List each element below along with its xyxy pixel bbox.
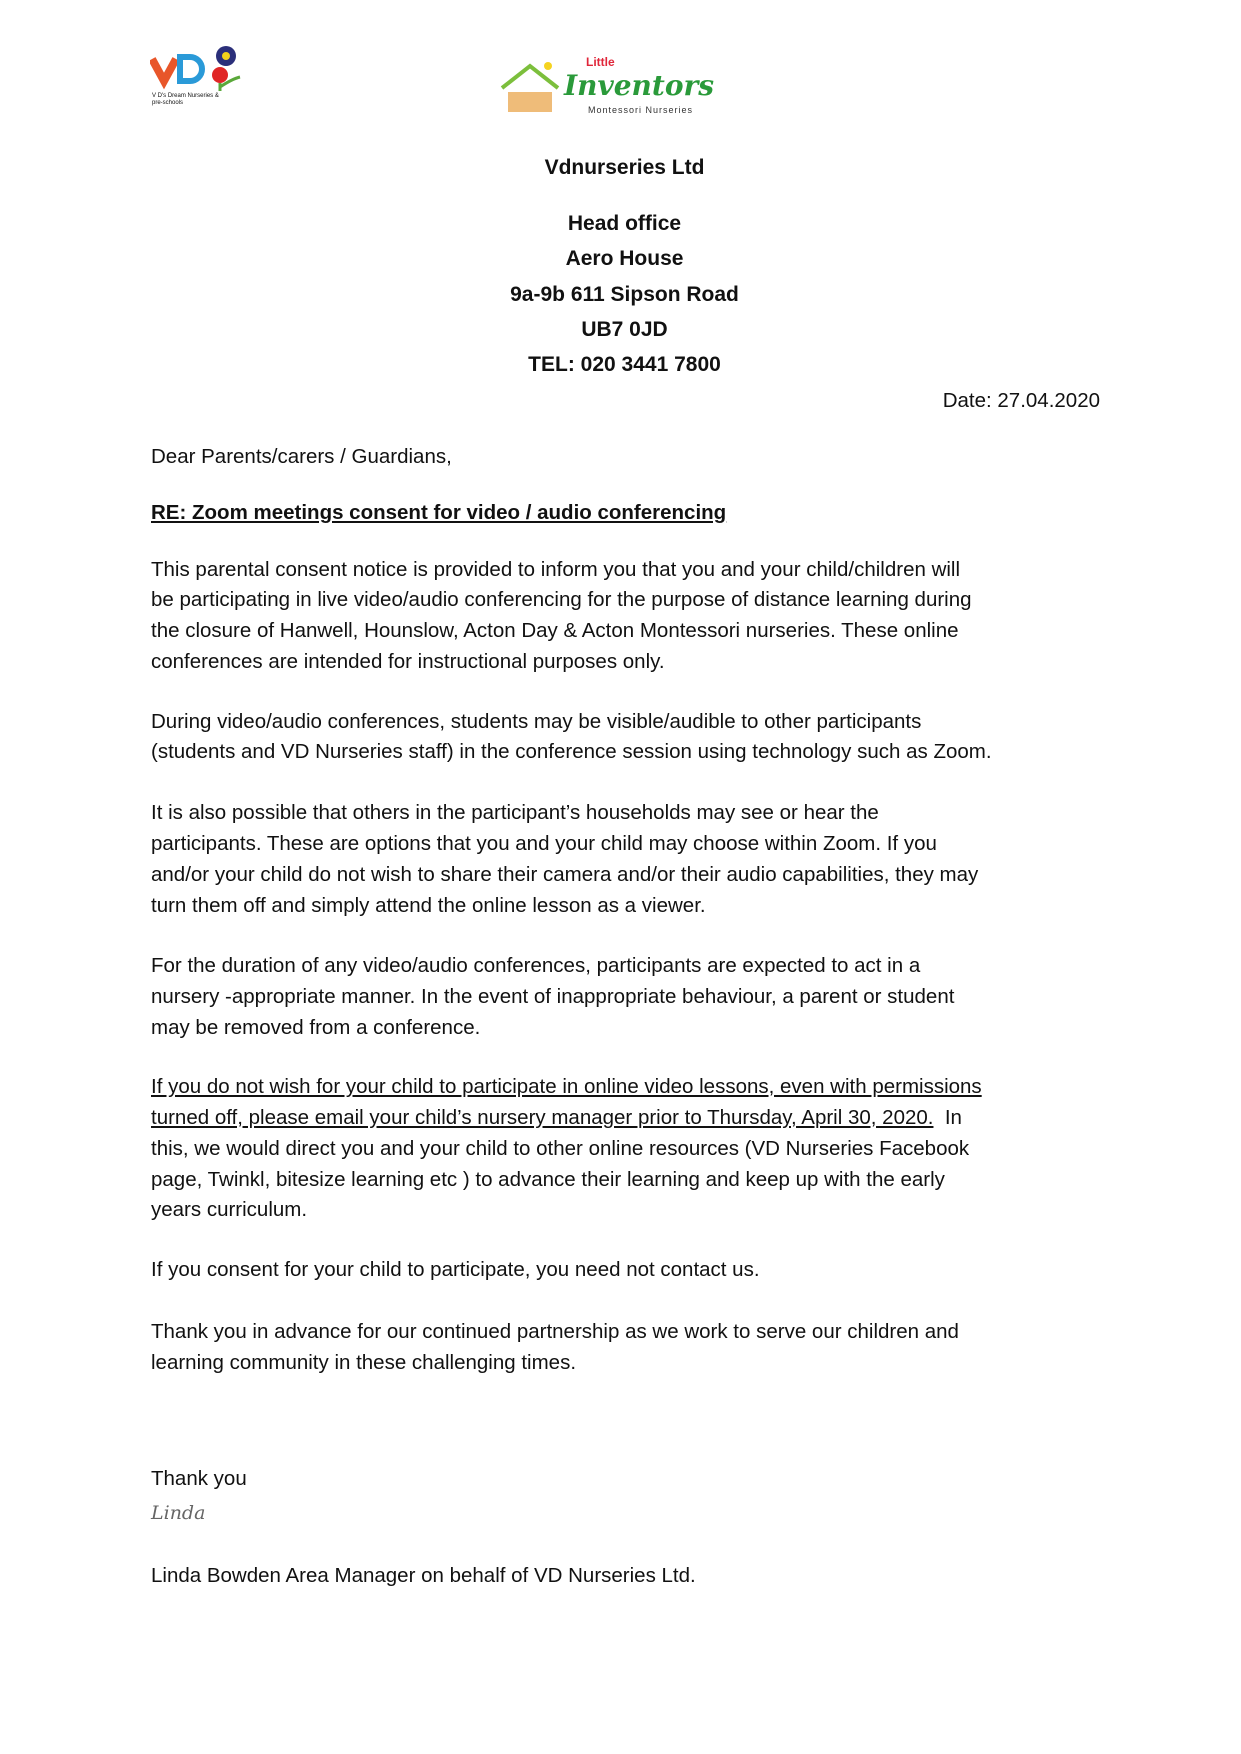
paragraph-line: It is also possible that others in the participant’s households may see or hear the — [151, 801, 879, 824]
paragraph-line: This parental consent notice is provided to inform you that you and your child/children will — [151, 558, 961, 581]
company-name: Vdnurseries Ltd — [544, 156, 705, 179]
logo-little: Little — [586, 55, 615, 69]
paragraph-line: (students and VD Nurseries staff) in the conference session using technology such as Zoom. — [151, 740, 992, 763]
address-line: Head office — [567, 212, 682, 235]
vd-nurseries-logo — [150, 45, 250, 110]
paragraph-line — [151, 1105, 962, 1131]
signature: Linda — [151, 1502, 206, 1524]
vd-logo-text: V D's Dream Nurseries & pre-schools — [152, 93, 219, 106]
paragraph-line: learning community in these challenging times. — [151, 1351, 577, 1374]
logo-montessori: Montessori Nurseries — [588, 105, 694, 115]
paragraph-line: turn them off and simply attend the online lesson as a viewer. — [151, 894, 706, 917]
paragraph-text: In — [933, 1106, 962, 1129]
paragraph-line: participants. These are options that you and your child may choose within Zoom. If you — [151, 832, 937, 855]
house-icon — [500, 60, 560, 115]
phone: TEL: 020 3441 7800 — [528, 353, 721, 376]
paragraph-line: this, we would direct you and your child to other online resources (VD Nurseries Facebook — [151, 1137, 970, 1160]
address-line: Aero House — [565, 247, 684, 270]
salutation: Dear Parents/carers / Guardians, — [151, 445, 452, 468]
address-line: 9a-9b 611 Sipson Road — [510, 283, 739, 306]
little-inventors-logo — [500, 56, 730, 118]
paragraph-line: During video/audio conferences, students may be visible/audible to other participants — [151, 710, 922, 733]
closing: Thank you — [151, 1467, 247, 1490]
signoff: Linda Bowden Area Manager on behalf of VD Nurseries Ltd. — [151, 1564, 696, 1587]
opt-out-deadline: turned off, please email your child’s nursery manager prior to Thursday, April 30, 2020. — [151, 1106, 934, 1129]
paragraph-line: If you consent for your child to participate, you need not contact us. — [151, 1258, 760, 1281]
paragraph-line: the closure of Hanwell, Hounslow, Acton Day & Acton Montessori nurseries. These online — [151, 619, 959, 642]
paragraph-line: page, Twinkl, bitesize learning etc ) to advance their learning and keep up with the early — [151, 1168, 945, 1191]
opt-out-notice: If you do not wish for your child to participate in online video lessons, even with permissions — [151, 1075, 982, 1098]
paragraph-line: may be removed from a conference. — [151, 1016, 481, 1039]
paragraph-line: For the duration of any video/audio conferences, participants are expected to act in a — [151, 954, 921, 977]
paragraph-line: nursery -appropriate manner. In the event of inappropriate behaviour, a parent or student — [151, 985, 955, 1008]
paragraph-line: and/or your child do not wish to share their camera and/or their audio capabilities, they may — [151, 863, 979, 886]
subject-line: RE: Zoom meetings consent for video / audio conferencing — [151, 501, 727, 524]
paragraph-line: Thank you in advance for our continued partnership as we work to serve our children and — [151, 1320, 959, 1343]
letter-date: Date: 27.04.2020 — [942, 389, 1100, 412]
paragraph-line: be participating in live video/audio conferencing for the purpose of distance learning during — [151, 588, 972, 611]
address-line: UB7 0JD — [581, 318, 668, 341]
paragraph-line: years curriculum. — [151, 1198, 308, 1221]
logo-inventors: Inventors — [564, 69, 715, 102]
paragraph-line: conferences are intended for instructional purposes only. — [151, 650, 665, 673]
